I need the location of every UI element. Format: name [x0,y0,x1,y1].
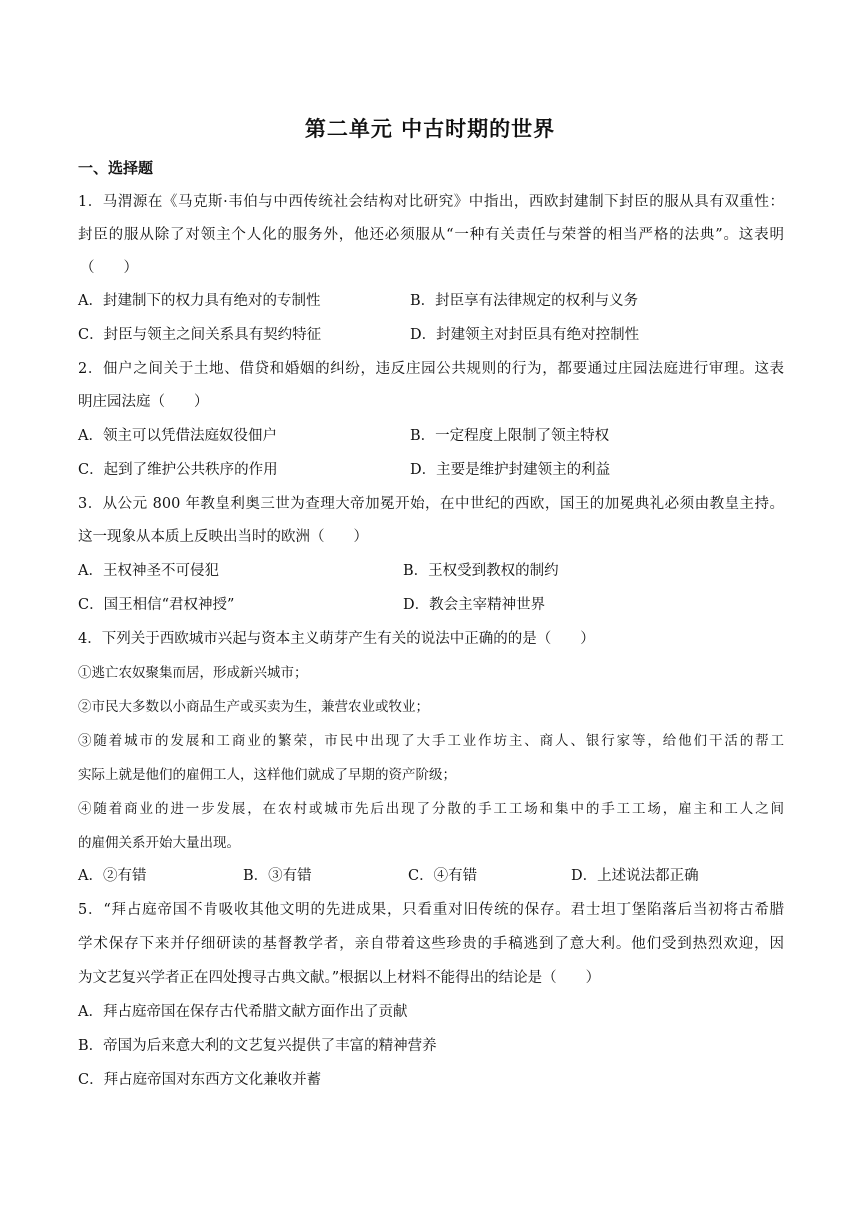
q5-stem-line-1: 5．“拜占庭帝国不肯吸收其他文明的先进成果，只看重对旧传统的保存。君士坦丁堡陷落后当初将古希腊 [78,902,784,918]
q3-option-d: D．教会主宰精神世界 [403,597,546,613]
q4-option-d: D．上述说法都正确 [571,868,699,884]
q4-stem: 4．下列关于西欧城市兴起与资本主义萌芽产生有关的说法中正确的的是（ ） [78,631,595,647]
q4-option-a: A．②有错 [78,868,147,884]
q3-option-c: C．国王相信“君权神授” [78,597,235,613]
q5-option-a: A．拜占庭帝国在保存古代希腊文献方面作出了贡献 [78,1004,408,1020]
q2-option-a: A．领主可以凭借法庭奴役佃户 [78,428,277,444]
q5-stem-line-3: 为文艺复兴学者正在四处搜寻古典文献。”根据以上材料不能得出的结论是（ ） [78,970,601,986]
q4-option-b: B．③有错 [243,868,312,884]
q1-option-b: B．封臣享有法律规定的权利与义务 [410,293,639,309]
q2-option-d: D．主要是维护封建领主的利益 [410,462,611,478]
q3-stem-line-1: 3．从公元 800 年教皇利奥三世为查理大帝加冕开始，在中世纪的西欧，国王的加冕典礼必须由教皇主持。 [78,496,784,512]
q4-option-c: C．④有错 [408,868,478,884]
q1-stem-line-1: 1．马渭源在《马克斯·韦伯与中西传统社会结构对比研究》中指出，西欧封建制下封臣的服从具有双重性： [78,194,784,210]
q4-item-3-line-2: 实际上就是他们的雇佣工人，这样他们就成了早期的资产阶级； [78,767,456,783]
q2-stem-line-2: 明庄园法庭（ ） [78,394,209,410]
q5-option-c: C．拜占庭帝国对东西方文化兼收并蓄 [78,1072,322,1088]
q1-stem-line-2: 封臣的服从除了对领主个人化的服务外，他还必须服从“一种有关责任与荣誉的相当严格的法典”。这表明 [78,227,784,243]
q1-option-d: D．封建领主对封臣具有绝对控制性 [410,327,640,343]
section-heading: 一、选择题 [78,159,154,177]
q5-option-b: B．帝国为后来意大利的文艺复兴提供了丰富的精神营养 [78,1038,437,1054]
q2-option-c: C．起到了维护公共秩序的作用 [78,462,278,478]
q5-stem-line-2: 学术保存下来并仔细研读的基督教学者，亲自带着这些珍贵的手稿逃到了意大利。他们受到热烈欢迎，因 [78,936,784,952]
q4-item-4-line-2: 的雇佣关系开始大量出现。 [78,835,240,851]
q3-option-b: B．王权受到教权的制约 [403,563,559,579]
q1-stem-line-3: （ ） [80,260,138,276]
q4-item-4-line-1: ④随着商业的进一步发展，在农村或城市先后出现了分散的手工工场和集中的手工工场，雇主和工人之间 [78,801,784,817]
q1-option-a: A．封建制下的权力具有绝对的专制性 [78,293,321,309]
page-title: 第二单元 中古时期的世界 [304,117,556,141]
q1-option-c: C．封臣与领主之间关系具有契约特征 [78,327,322,343]
q2-option-b: B．一定程度上限制了领主特权 [410,428,610,444]
q3-stem-line-2: 这一现象从本质上反映出当时的欧洲（ ） [78,529,368,545]
q3-option-a: A．王权神圣不可侵犯 [78,563,219,579]
q2-stem-line-1: 2．佃户之间关于土地、借贷和婚姻的纠纷，违反庄园公共规则的行为，都要通过庄园法庭进行审理。这表 [78,361,784,377]
q4-item-2: ②市民大多数以小商品生产或买卖为生，兼营农业或牧业； [78,699,429,715]
q4-item-1: ①逃亡农奴聚集而居，形成新兴城市； [78,665,308,681]
q4-item-3-line-1: ③随着城市的发展和工商业的繁荣，市民中出现了大手工业作坊主、商人、银行家等，给他们干活的帮工 [78,733,784,749]
